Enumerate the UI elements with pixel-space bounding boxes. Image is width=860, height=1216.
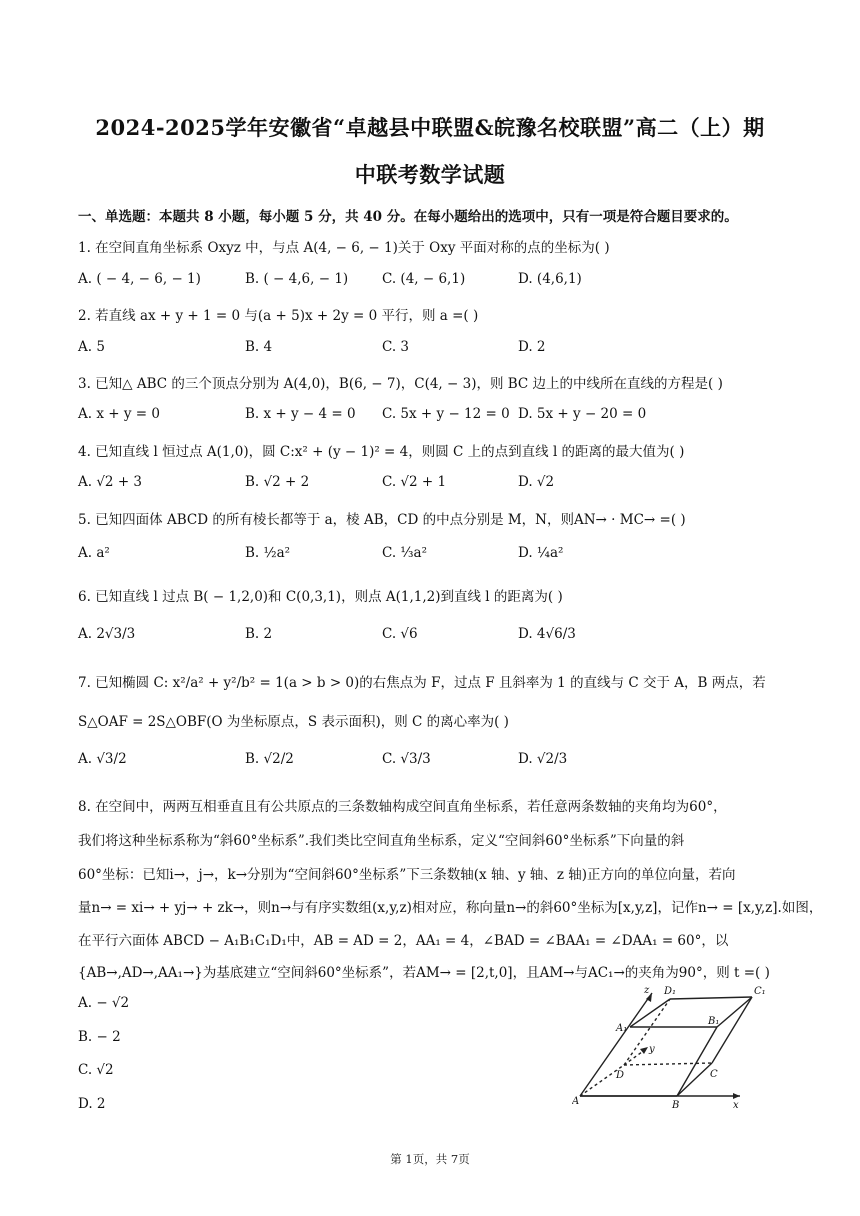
question-1-option-d[interactable]: D. (4,6,1) <box>518 271 582 287</box>
question-7-text-line-2: S△OAF = 2S△OBF(O 为坐标原点，S 表示面积)，则 C 的离心率为( ) <box>78 714 509 730</box>
label-A: A <box>572 1096 580 1107</box>
label-C: C <box>710 1069 718 1080</box>
label-B: B <box>672 1100 680 1111</box>
question-3-option-b[interactable]: B. x + y − 4 = 0 <box>245 406 356 422</box>
question-5-option-a[interactable]: A. a² <box>78 545 110 561</box>
question-6-text: 6. 已知直线 l 过点 B( − 1,2,0)和 C(0,3,1)，则点 A(1,1,2)到直线 l 的距离为( ) <box>78 589 563 605</box>
label-B1: B₁ <box>708 1016 720 1027</box>
question-8-option-a[interactable]: A. − √2 <box>78 995 130 1011</box>
question-4-option-d[interactable]: D. √2 <box>518 474 555 490</box>
question-3-option-c[interactable]: C. 5x + y − 12 = 0 <box>382 406 510 422</box>
edge-BB1 <box>677 1027 717 1096</box>
label-A1: A₁ <box>616 1023 628 1034</box>
question-7-text-line-1: 7. 已知椭圆 C: x²/a² + y²/b² = 1(a > b > 0)的右焦点为 F，过点 F 且斜率为 1 的直线与 C 交于 A，B 两点，若 <box>78 675 766 691</box>
label-C1: C₁ <box>754 986 766 997</box>
question-3-option-a[interactable]: A. x + y = 0 <box>78 406 160 422</box>
x-axis-arrow <box>733 1093 740 1099</box>
question-8-option-d[interactable]: D. 2 <box>78 1096 106 1112</box>
question-4-option-c[interactable]: C. √2 + 1 <box>382 474 447 490</box>
question-6-option-d[interactable]: D. 4√6/3 <box>518 626 576 642</box>
question-8-text-line-5: 在平行六面体 ABCD − A₁B₁C₁D₁中，AB = AD = 2，AA₁ = 4，∠BAD = ∠BAA₁ = ∠DAA₁ = 60°，以 <box>78 933 729 949</box>
parallelepiped-figure <box>572 983 772 1113</box>
question-1-option-c[interactable]: C. (4, − 6,1) <box>382 271 466 287</box>
edge-C1D1 <box>670 997 752 999</box>
question-3-option-d[interactable]: D. 5x + y − 20 = 0 <box>518 406 647 422</box>
question-1-text: 1. 在空间直角坐标系 Oxyz 中，与点 A(4, − 6, − 1)关于 Oxy 平面对称的点的坐标为( ) <box>78 240 610 256</box>
edge-BC <box>677 1063 712 1096</box>
label-D: D <box>616 1070 625 1081</box>
question-3-text: 3. 已知△ ABC 的三个顶点分别为 A(4,0)，B(6, − 7)，C(4, − 3)，则 BC 边上的中线所在直线的方程是( ) <box>78 376 723 392</box>
question-8-option-c[interactable]: C. √2 <box>78 1062 114 1078</box>
question-8-text-line-3: 60°坐标：已知i→，j→，k→分别为“空间斜60°坐标系”下三条数轴(x 轴、y 轴、z 轴)正方向的单位向量，若向 <box>78 867 736 883</box>
question-6-option-a[interactable]: A. 2√3/3 <box>78 626 136 642</box>
question-1-option-b[interactable]: B. ( − 4,6, − 1) <box>245 271 349 287</box>
question-6-option-b[interactable]: B. 2 <box>245 626 273 642</box>
label-D1: D₁ <box>664 986 677 997</box>
title-line-1: 2024-2025学年安徽省“卓越县中联盟&皖豫名校联盟”高二（上）期 <box>95 115 765 140</box>
label-y: y <box>649 1044 655 1055</box>
edge-B1C1 <box>717 997 752 1027</box>
question-2-option-d[interactable]: D. 2 <box>518 339 546 355</box>
question-2-option-a[interactable]: A. 5 <box>78 339 105 355</box>
question-8-option-b[interactable]: B. − 2 <box>78 1029 121 1045</box>
question-4-text: 4. 已知直线 l 恒过点 A(1,0)，圆 C:x² + (y − 1)² = 4，则圆 C 上的点到直线 l 的距离的最大值为( ) <box>78 444 685 460</box>
question-8-text-line-2: 我们将这种坐标系称为“斜60°坐标系”.我们类比空间直角坐标系，定义“空间斜60°坐标系”下向量的斜 <box>78 833 685 849</box>
question-8-text-line-6: {AB→,AD→,AA₁→}为基底建立“空间斜60°坐标系”，若AM→ = [2,t,0]，且AM→与AC₁→的夹角为90°，则 t =( ) <box>78 965 770 981</box>
section-heading: 一、单选题：本题共 8 小题，每小题 5 分，共 40 分。在每小题给出的选项中，只有一项是符合题目要求的。 <box>78 209 738 225</box>
edge-D1A1 <box>630 999 670 1027</box>
question-1-option-a[interactable]: A. ( − 4, − 6, − 1) <box>78 271 201 287</box>
question-7-option-a[interactable]: A. √3/2 <box>78 751 127 767</box>
title-line-2: 中联考数学试题 <box>354 162 506 187</box>
question-5-text: 5. 已知四面体 ABCD 的所有棱长都等于 a，棱 AB，CD 的中点分别是 M，N，则AN→ · MC→ =( ) <box>78 512 686 528</box>
question-5-option-d[interactable]: D. ¼a² <box>518 545 564 561</box>
edge-CC1 <box>712 997 752 1063</box>
question-8-text-line-4: 量n→ = xi→ + yj→ + zk→，则n→与有序实数组(x,y,z)相对应，称向量n→的斜60°坐标为[x,y,z]，记作n→ = [x,y,z].如图， <box>78 900 823 916</box>
question-7-option-b[interactable]: B. √2/2 <box>245 751 294 767</box>
question-2-option-c[interactable]: C. 3 <box>382 339 410 355</box>
question-4-option-a[interactable]: A. √2 + 3 <box>78 474 143 490</box>
question-7-option-c[interactable]: C. √3/3 <box>382 751 431 767</box>
question-6-option-c[interactable]: C. √6 <box>382 626 418 642</box>
edge-DC-hidden <box>624 1063 712 1065</box>
question-2-option-b[interactable]: B. 4 <box>245 339 273 355</box>
question-5-option-c[interactable]: C. ⅓a² <box>382 545 427 561</box>
question-5-option-b[interactable]: B. ½a² <box>245 545 291 561</box>
label-x: x <box>733 1100 739 1111</box>
question-8-text-line-1: 8. 在空间中，两两互相垂直且有公共原点的三条数轴构成空间直角坐标系，若任意两条数轴的夹角均为60°， <box>78 799 727 815</box>
page-footer: 第 1页，共 7页 <box>390 1152 470 1166</box>
question-4-option-b[interactable]: B. √2 + 2 <box>245 474 310 490</box>
label-z: z <box>644 985 650 996</box>
question-7-option-d[interactable]: D. √2/3 <box>518 751 568 767</box>
edge-DD1-hidden <box>624 999 670 1065</box>
question-2-text: 2. 若直线 ax + y + 1 = 0 与(a + 5)x + 2y = 0 平行，则 a =( ) <box>78 308 479 324</box>
